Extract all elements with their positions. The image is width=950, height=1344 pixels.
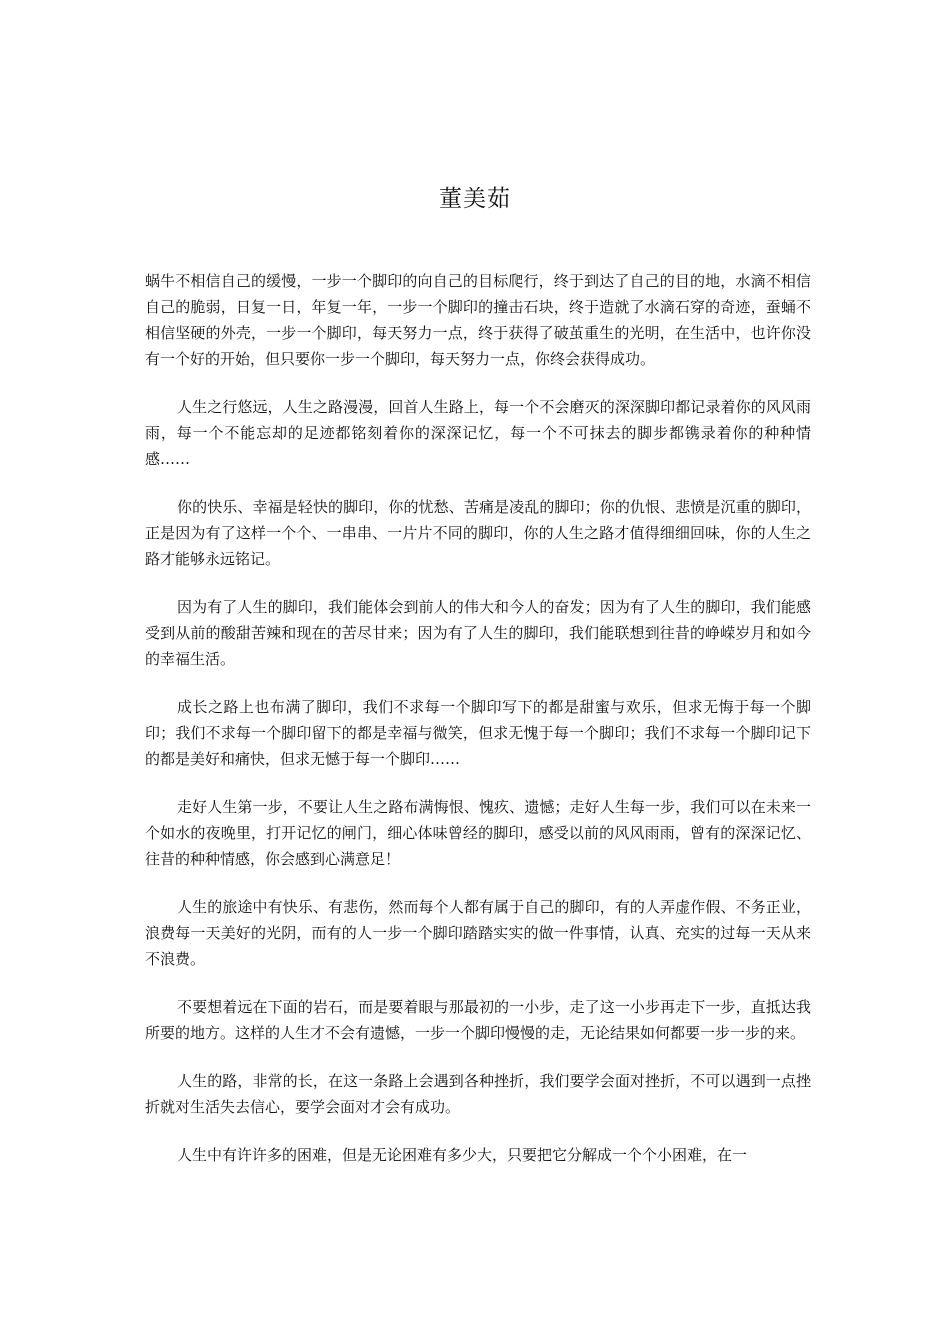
paragraph-6: 走好人生第一步，不要让人生之路布满悔恨、愧疚、遗憾；走好人生每一步，我们可以在未来一个如水的夜晚里，打开记忆的闸门，细心体味曾经的脚印，感受以前的风风雨雨，曾有的深深记忆、往昔的种种情感，你会感到心满意足！ bbox=[145, 798, 811, 868]
paragraph-3: 你的快乐、幸福是轻快的脚印，你的忧愁、苦痛是凌乱的脚印；你的仇恨、悲愤是沉重的脚印，正是因为有了这样一个个、一串串、一片片不同的脚印，你的人生之路才值得细细回味，你的人生之路才能够永远铭记。 bbox=[145, 498, 811, 568]
document-body bbox=[145, 268, 811, 1168]
paragraph-4: 因为有了人生的脚印，我们能体会到前人的伟大和今人的奋发；因为有了人生的脚印，我们能感受到从前的酸甜苦辣和现在的苦尽甘来；因为有了人生的脚印，我们能联想到往昔的峥嵘岁月和如今的幸福生活。 bbox=[145, 598, 811, 668]
paragraph-5: 成长之路上也布满了脚印，我们不求每一个脚印写下的都是甜蜜与欢乐，但求无悔于每一个脚印；我们不求每一个脚印留下的都是幸福与微笑，但求无愧于每一个脚印；我们不求每一个脚印记下的都是美好和痛快，但求无憾于每一个脚印…… bbox=[145, 698, 811, 768]
document-title: 董美茹 bbox=[439, 186, 511, 212]
paragraph-10: 人生中有许许多的困难，但是无论困难有多少大，只要把它分解成一个个小困难，在一 bbox=[177, 1146, 748, 1164]
paragraph-1: 蜗牛不相信自己的缓慢，一步一个脚印的向自己的目标爬行，终于到达了自己的目的地，水滴不相信自己的脆弱，日复一日，年复一年，一步一个脚印的撞击石块，终于造就了水滴石穿的奇迹，蚕蛹不相信坚硬的外壳，一步一个脚印，每天努力一点，终于获得了破茧重生的光明，在生活中，也许你没有一个好的开始，但只要你一步一个脚印，每天努力一点，你终会获得成功。 bbox=[145, 272, 811, 368]
paragraph-2: 人生之行悠远，人生之路漫漫，回首人生路上，每一个不会磨灭的深深脚印都记录着你的风风雨雨，每一个不能忘却的足迹都铭刻着你的深深记忆，每一个不可抹去的脚步都镌录着你的种种情感…… bbox=[145, 398, 811, 468]
paragraph-8: 不要想着远在下面的岩石，而是要着眼与那最初的一小步，走了这一小步再走下一步，直抵达我所要的地方。这样的人生才不会有遗憾，一步一个脚印慢慢的走，无论结果如何都要一步一步的来。 bbox=[145, 998, 811, 1042]
paragraph-9: 人生的路，非常的长，在这一条路上会遇到各种挫折，我们要学会面对挫折，不可以遇到一点挫折就对生活失去信心，要学会面对才会有成功。 bbox=[145, 1072, 811, 1116]
paragraph-7: 人生的旅途中有快乐、有悲伤，然而每个人都有属于自己的脚印，有的人弄虚作假、不务正业，浪费每一天美好的光阴，而有的人一步一个脚印踏踏实实的做一件事情，认真、充实的过每一天从来不浪费。 bbox=[145, 898, 811, 968]
